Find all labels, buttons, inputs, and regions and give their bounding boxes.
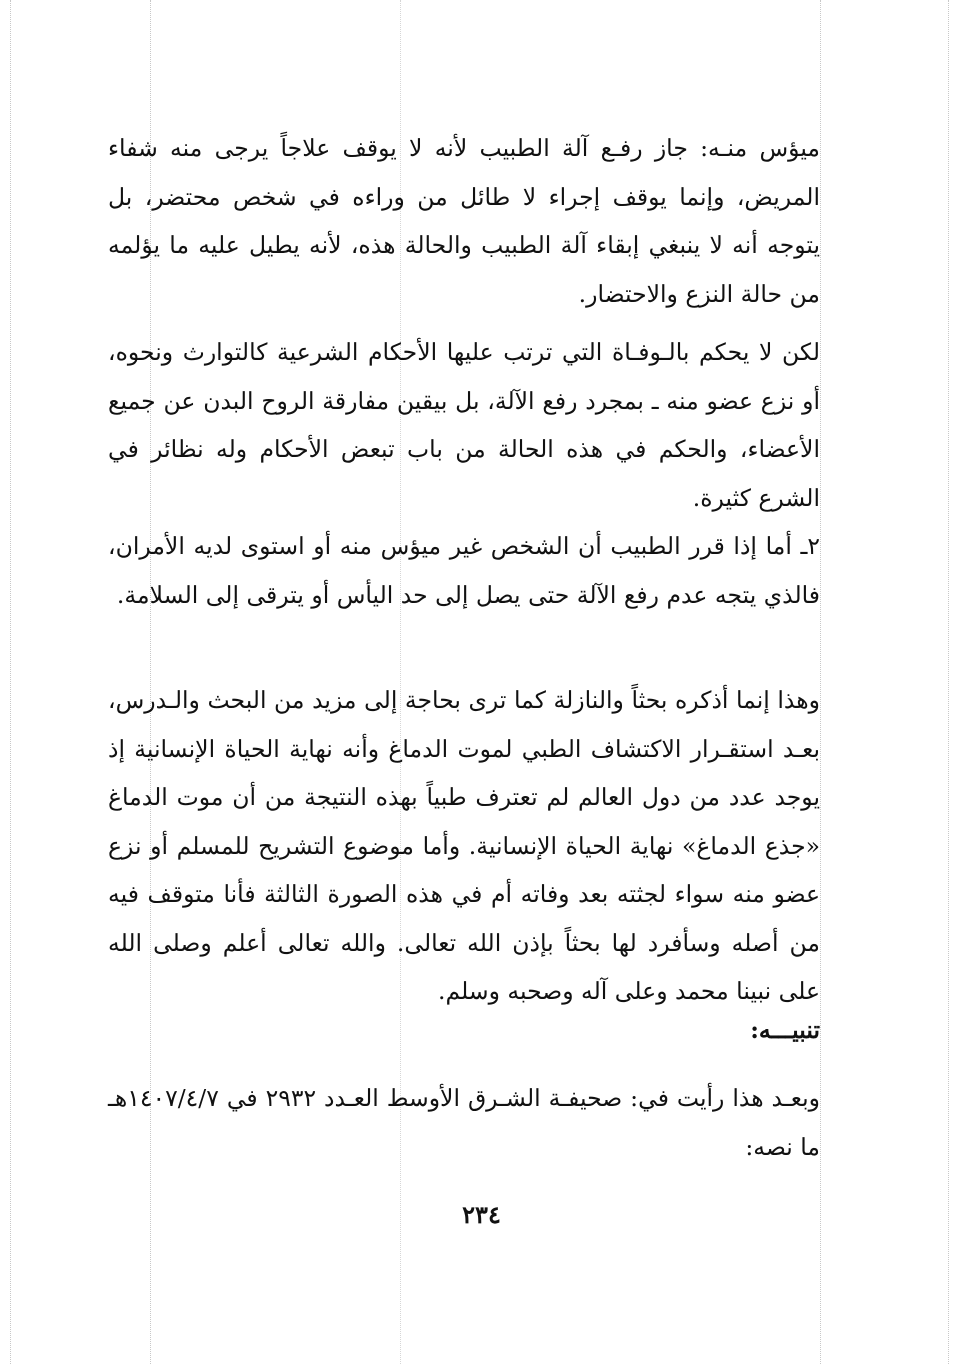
page-number: ٢٣٤ — [462, 1200, 501, 1229]
scan-guide-line — [820, 0, 821, 1364]
scan-guide-line — [948, 0, 949, 1364]
scan-guide-line — [10, 0, 11, 1364]
note-heading: تنبيـــه: — [750, 1016, 820, 1044]
note-paragraph: وبعـد هذا رأيت في: صحيفـة الشـرق الأوسط العـدد ٢٩٣٢ في ١٤٠٧/٤/٧هـ ما نصه: — [108, 1084, 820, 1161]
paragraph-body: ٢ـ أما إذا قرر الطبيب أن الشخص غير ميؤس منه أو استوى لديه الأمران، فالذي يتجه عدم رفع الآلة حتى يصل إلى حد اليأس أو يترقى إلى السلامة. — [108, 532, 820, 609]
paragraph-body: لكن لا يحكم بالـوفـاة التي ترتب عليها الأحكام الشرعية كالتوارث ونحوه، أو نزع عضو منه ـ بمجرد رفع الآلة، بل بيقين مفارقة الروح البدن عن جميع الأعضاء، والحكم في هذه الحالة من باب تبعض الأحكام وله نظائر في الشرع كثيرة. — [108, 338, 820, 512]
paragraph-body: وهذا إنما أذكره بحثاً والنازلة كما ترى بحاجة إلى مزيد من البحث والـدرس، بعـد استقـرار الاكتشاف الطبي لموت الدماغ وأنه نهاية الحياة الإنسانية إذ يوجد عدد من دول العالم لم تعترف طبياً بهذه النتيجة من أن موت الدماغ «جذع الدماغ» نهاية الحياة الإنسانية. وأما موضوع التشريح للمسلم أو نزع عضو منه سواء لجثته بعد وفاته أم في هذه الصورة الثالثة فأنا متوقف فيه من أصله وسأفرد لها بحثاً بإذن الله تعالى. والله تعالى أعلم وصلى الله على نبينا محمد وعلى آله وصحبه وسلم. — [108, 686, 820, 1005]
paragraph-body: ميؤس منـه: جاز رفـع آلة الطبيب لأنه لا يوقف علاجاً يرجى منه شفاء المريض، وإنما يوقف إجراء لا طائل من وراءه في شخص محتضر، بل يتوجه أنه لا ينبغي إبقاء آلة الطبيب والحالة هذه، لأنه يطيل عليه ما يؤلمه من حالة النزع والاحتضار. — [108, 134, 820, 308]
